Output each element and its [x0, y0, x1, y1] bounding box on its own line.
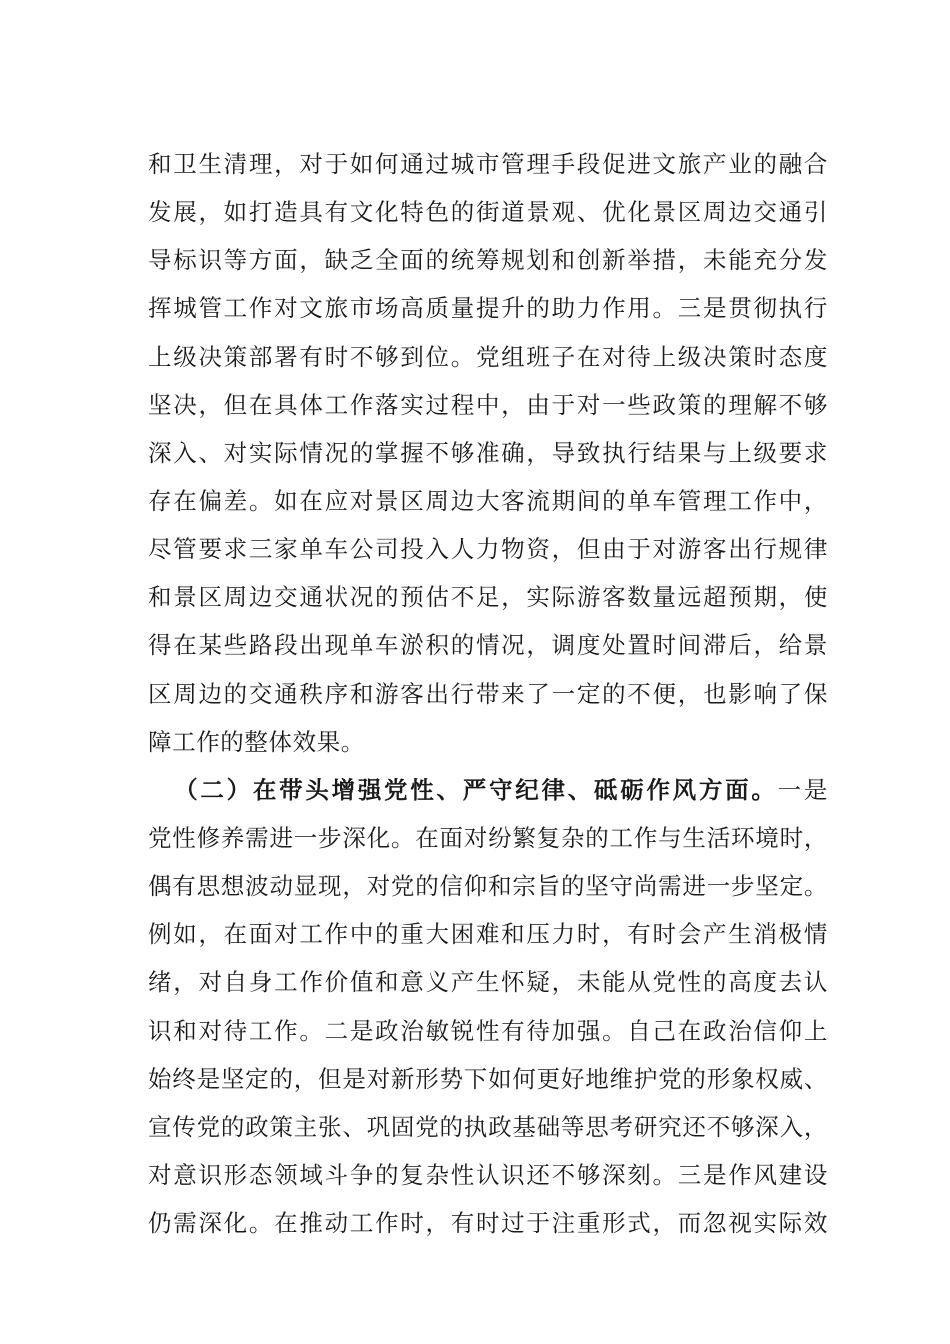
paragraph-line: 发展，如打造具有文化特色的街道景观、优化景区周边交通引 [148, 198, 828, 227]
paragraph-line: 得在某些路段出现单车淤积的情况，调度处置时间滞后，给景 [148, 631, 828, 660]
paragraph-line: 例如，在面对工作中的重大困难和压力时，有时会产生消极情 [148, 920, 828, 949]
paragraph-line: 坚决，但在具体工作落实过程中，由于对一些政策的理解不够 [148, 390, 828, 419]
paragraph-line: 区周边的交通秩序和游客出行带来了一定的不便，也影响了保 [148, 679, 828, 708]
paragraph-line: 尽管要求三家单车公司投入人力物资，但由于对游客出行规律 [148, 535, 828, 564]
heading-line-text: 一是 [777, 775, 828, 804]
paragraph-line: 存在偏差。如在应对景区周边大客流期间的单车管理工作中， [148, 486, 828, 515]
paragraph-line: 障工作的整体效果。 [148, 727, 365, 756]
paragraph-line: 偶有思想波动显现，对党的信仰和宗旨的坚守尚需进一步坚定。 [148, 872, 828, 901]
paragraph-line: 党性修养需进一步深化。在面对纷繁复杂的工作与生活环境时， [148, 823, 828, 852]
paragraph-line: 始终是坚定的，但是对新形势下如何更好地维护党的形象权威、 [148, 1064, 828, 1093]
paragraph-line: 和卫生清理，对于如何通过城市管理手段促进文旅产业的融合 [148, 150, 828, 178]
paragraph-line: 和景区周边交通状况的预估不足，实际游客数量远超预期，使 [148, 583, 828, 612]
paragraph-line: 宣传党的政策主张、巩固党的执政基础等思考研究还不够深入， [148, 1112, 828, 1141]
paragraph-line: 识和对待工作。二是政治敏锐性有待加强。自己在政治信仰上 [148, 1016, 828, 1045]
paragraph-line: 深入、对实际情况的掌握不够准确，导致执行结果与上级要求 [148, 438, 828, 467]
paragraph-line: 导标识等方面，缺乏全面的统筹规划和创新举措，未能充分发 [148, 246, 828, 275]
section-heading-line [148, 766, 828, 814]
paragraph-line: 绪，对自身工作价值和意义产生怀疑，未能从党性的高度去认 [148, 968, 828, 997]
paragraph-line: 挥城管工作对文旅市场高质量提升的助力作用。三是贯彻执行 [148, 294, 828, 323]
paragraph-line: 仍需深化。在推动工作时，有时过于注重形式，而忽视实际效 [148, 1209, 828, 1238]
paragraph-line: 对意识形态领域斗争的复杂性认识还不够深刻。三是作风建设 [148, 1160, 828, 1189]
section-heading: （二）在带头增强党性、严守纪律、砥砺作风方面。 [172, 775, 778, 804]
paragraph-line: 上级决策部署有时不够到位。党组班子在对待上级决策时态度 [148, 342, 828, 371]
body-text [148, 140, 828, 1247]
